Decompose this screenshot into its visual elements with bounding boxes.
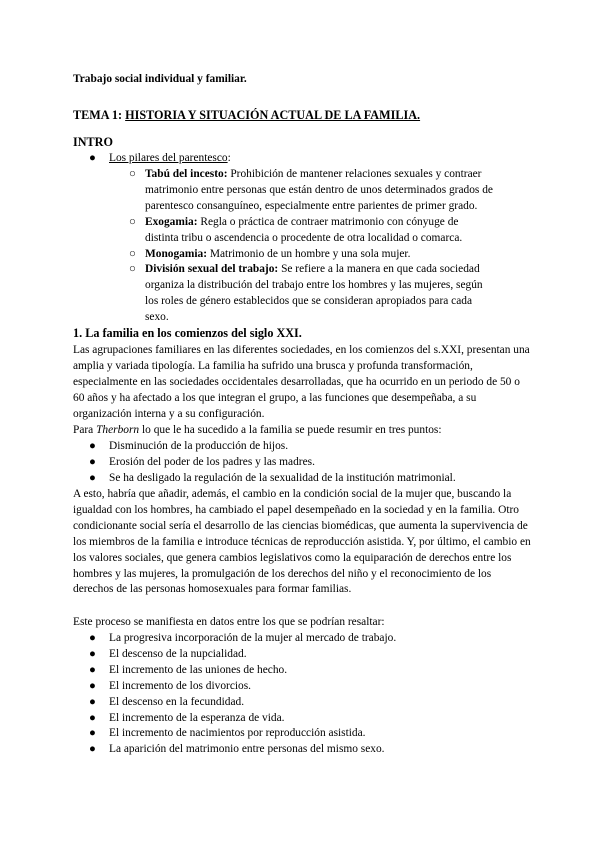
term: Tabú del incesto: [145, 168, 228, 180]
circle-bullet-icon: ○ [129, 215, 136, 228]
bullet-icon: ● [89, 455, 96, 468]
definition: Regla o práctica de contraer matrimonio con cónyuge de distinta tribu o ascendencia o procedente de otra localidad o comarca. [145, 215, 463, 244]
pilares-sublist [129, 167, 493, 326]
paragraph-3: A esto, habría que añadir, además, el cambio en la condición social de la mujer que, buscando la igualdad con los hombres, ha cambiado el papel desempeñado en la sociedad y en la familia. Otro condicionante social sería el desarrollo de las ciencias biomédicas, que aumenta la supervivencia de los miembros de la familia e introduce técnicas de reproducción asistida. Y, por último, el cambio en los valores sociales, que genera cambios legislativos como la equiparación de derechos entre los hombres y las mujeres, la promulgación de los derechos del niño y el reconocimiento de los derechos de las personas homosexuales para formar familias. [73, 488, 531, 596]
bullet-icon: ● [89, 632, 96, 644]
point-text: Erosión del poder de los padres y las madres. [109, 455, 315, 468]
document-title: Trabajo social individual y familiar. [73, 73, 247, 85]
circle-bullet-icon: ○ [129, 247, 136, 260]
data-text: La progresiva incorporación de la mujer al mercado de trabajo. [109, 632, 397, 644]
list-item [89, 695, 529, 711]
therborn-points [89, 439, 529, 487]
circle-bullet-icon: ○ [129, 263, 136, 276]
data-points [89, 631, 529, 758]
bullet-icon: ● [89, 471, 96, 484]
definition: Prohibición de mantener relaciones sexuales y contraer matrimonio entre personas que están dentro de unos determinados grados de parentesco consanguíneo, especialmente entre parientes de primer grado. [145, 168, 493, 212]
definition: Matrimonio de un hombre y una sola mujer. [207, 247, 411, 260]
list-item [129, 247, 493, 263]
term: Exogamia: [145, 215, 198, 228]
data-text: El descenso de la nupcialidad. [109, 647, 247, 660]
data-text: El descenso en la fecundidad. [109, 695, 245, 708]
term: Monogamia: [145, 247, 208, 260]
list-item [89, 711, 529, 727]
list-item [89, 471, 529, 487]
tema-heading [73, 108, 533, 124]
term: División sexual del trabajo: [145, 263, 279, 276]
point-text: Se ha desligado la regulación de la sexualidad de la institución matrimonial. [109, 471, 456, 484]
p2-pre: Para [73, 424, 97, 436]
bullet-icon: ● [89, 152, 96, 164]
list-item [89, 679, 529, 695]
bullet-icon: ● [89, 727, 96, 740]
paragraph-1: Las agrupaciones familiares en las diferentes sociedades, en los comienzos del s.XXI, presentan una amplia y variada tipología. La familia ha sufrido una brusca y profunda transformación, especialmente en las sociedades occidentales desarrolladas, que ha ocurrido en un periodo de 50 o 60 años y ha afectado a los que integran el grupo, a las funciones que desempeñaba, a su organización interna y a su configuración. [73, 344, 530, 420]
data-text: El incremento de la esperanza de vida. [109, 711, 285, 724]
p2-author: Therborn [96, 424, 140, 436]
bullet-icon: ● [89, 440, 96, 452]
bullet-icon: ● [89, 695, 96, 708]
list-item [89, 742, 529, 758]
list-item [89, 439, 529, 455]
tema-title: HISTORIA Y SITUACIÓN ACTUAL DE LA FAMILIA. [125, 108, 421, 122]
list-item [89, 455, 529, 471]
paragraph-2 [73, 423, 533, 439]
bullet-icon: ● [89, 711, 96, 724]
circle-bullet-icon: ○ [129, 168, 136, 180]
bullet-icon: ● [89, 663, 96, 676]
list-item [89, 663, 529, 679]
data-text: El incremento de los divorcios. [109, 679, 252, 692]
paragraph-4: Este proceso se manifiesta en datos entre los que se podrían resaltar: [73, 616, 385, 628]
point-text: Disminución de la producción de hijos. [109, 440, 289, 452]
data-text: El incremento de las uniones de hecho. [109, 663, 288, 676]
list-item [129, 262, 493, 326]
intro-heading: INTRO [73, 135, 113, 149]
list-item [89, 631, 529, 647]
tema-prefix: TEMA 1: [73, 108, 126, 122]
section-1-heading: 1. La familia en los comienzos del siglo XXI. [73, 326, 302, 340]
list-item [129, 167, 493, 215]
data-text: La aparición del matrimonio entre personas del mismo sexo. [109, 743, 385, 756]
pilares-label: Los pilares del parentesco [109, 152, 228, 164]
bullet-icon: ● [89, 679, 96, 692]
p2-post: lo que le ha sucedido a la familia se puede resumir en tres puntos: [139, 424, 442, 436]
definition: Se refiere a la manera en que cada sociedad organiza la distribución del trabajo entre los hombres y las mujeres, según los roles de género establecidos que se consideran apropiados para cada sexo. [145, 263, 483, 324]
data-text: El incremento de nacimientos por reproducción asistida. [109, 727, 366, 740]
bullet-icon: ● [89, 647, 96, 660]
bullet-icon: ● [89, 743, 96, 756]
pilares-suffix: : [227, 152, 231, 164]
list-item [89, 726, 529, 742]
list-item [129, 215, 493, 247]
pilares-item [89, 151, 539, 167]
list-item [89, 647, 529, 663]
